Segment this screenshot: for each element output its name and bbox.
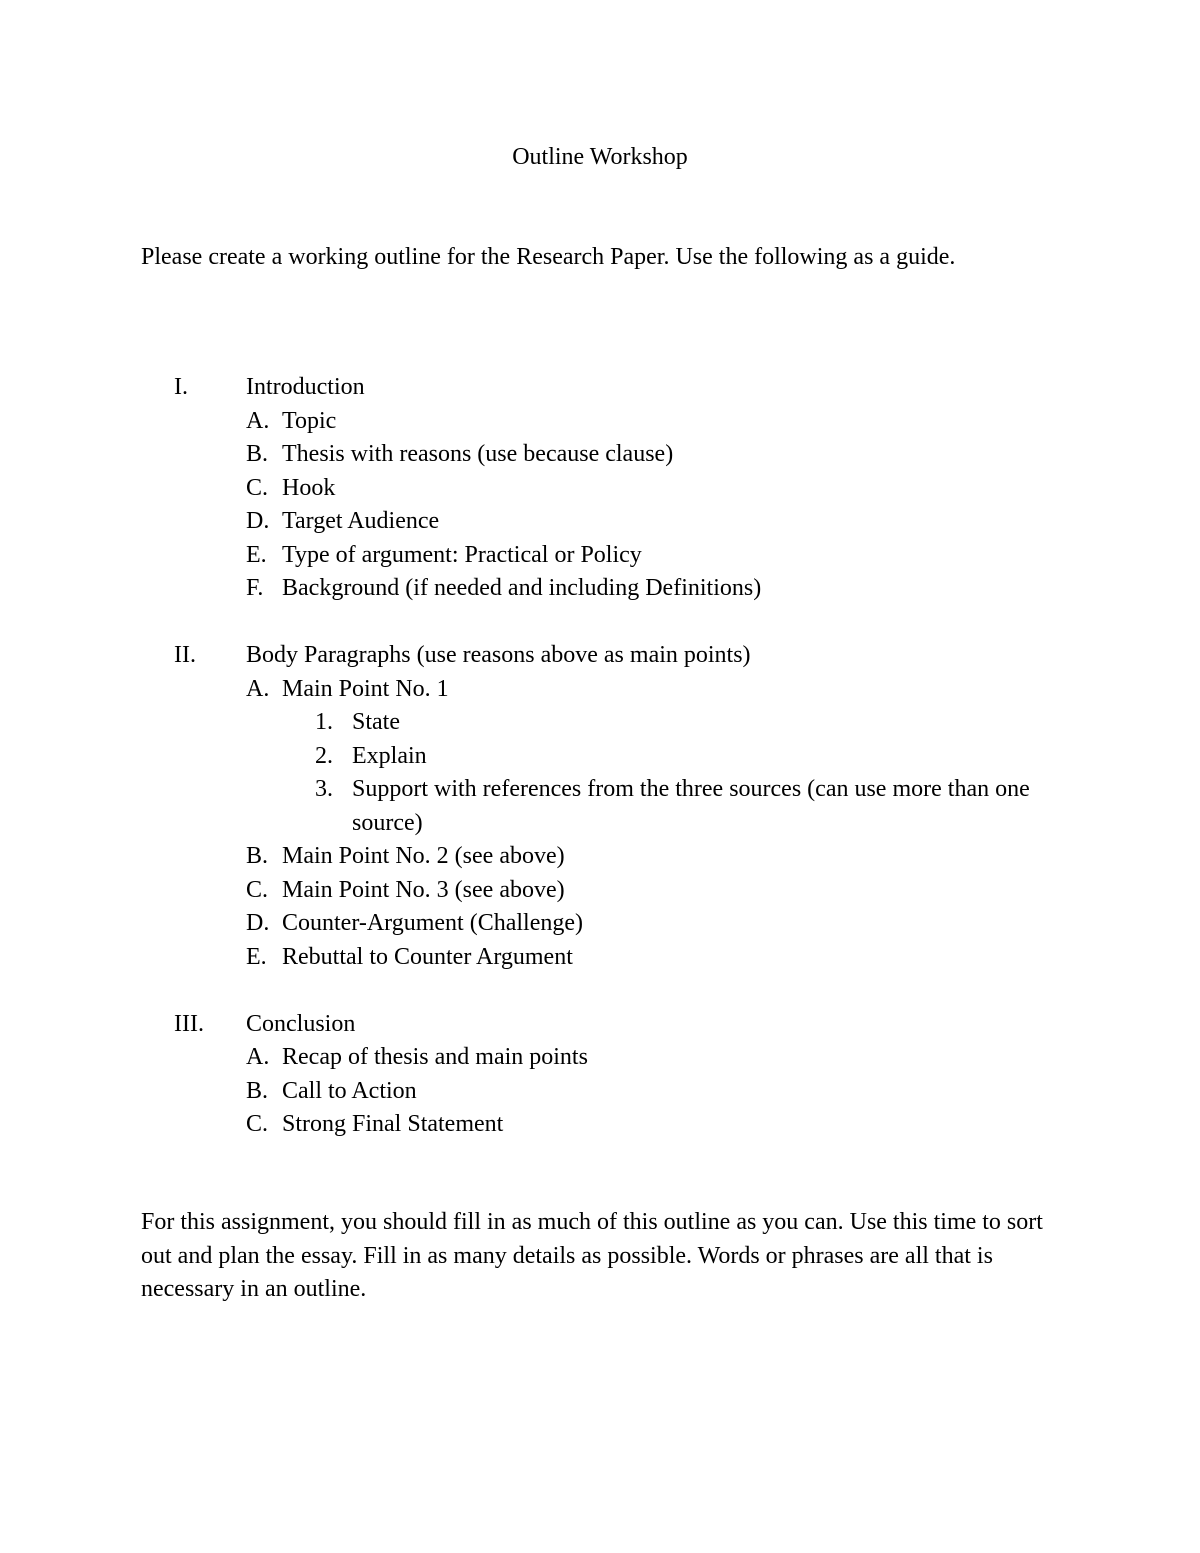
outline-item xyxy=(141,1041,1061,1075)
outline-item xyxy=(141,572,1061,606)
item-letter: B. xyxy=(246,1077,269,1104)
outline-subitem xyxy=(141,740,1061,774)
closing-paragraph: For this assignment, you should fill in as much of this outline as you can. Use this time to sort out and plan the essay. Fill in as many details as possible. Words or phrases are all that is necessary in an outline. xyxy=(141,1209,1043,1302)
item-text: Recap of thesis and main points xyxy=(282,1044,588,1070)
subitem-number: 1. xyxy=(315,709,333,735)
section-heading xyxy=(141,371,1061,405)
outline-section-introduction xyxy=(141,371,1061,606)
item-text: Main Point No. 2 (see above) xyxy=(282,843,565,869)
item-text: Thesis with reasons (use because clause) xyxy=(282,441,674,467)
item-letter: A. xyxy=(246,675,270,702)
subitem-text: Support with references from the three sources (can use more than one source) xyxy=(352,776,1030,836)
outline-item xyxy=(141,874,1061,908)
outline-subitem xyxy=(141,706,1061,740)
outline-item xyxy=(141,673,1061,707)
item-text: Counter-Argument (Challenge) xyxy=(282,910,583,936)
intro-paragraph: Please create a working outline for the Research Paper. Use the following as a guide. xyxy=(141,244,956,270)
item-letter: E. xyxy=(246,943,267,970)
item-text: Main Point No. 3 (see above) xyxy=(282,876,565,903)
item-letter: C. xyxy=(246,474,269,501)
outline-item xyxy=(141,840,1061,874)
outline-item xyxy=(141,539,1061,573)
subitem-number: 3. xyxy=(315,776,333,802)
item-letter: D. xyxy=(246,910,270,936)
outline-section-conclusion xyxy=(141,1008,1061,1142)
outline-item xyxy=(141,405,1061,439)
subitem-number: 2. xyxy=(315,742,333,769)
subitem-text: Explain xyxy=(352,742,427,769)
section-title: Body Paragraphs (use reasons above as main points) xyxy=(246,642,751,668)
item-letter: E. xyxy=(246,541,267,568)
outline-item xyxy=(141,438,1061,472)
item-letter: D. xyxy=(246,508,270,534)
item-text: Strong Final Statement xyxy=(282,1111,504,1137)
section-title: Introduction xyxy=(246,374,365,400)
outline-section-body xyxy=(141,639,1061,974)
item-text: Rebuttal to Counter Argument xyxy=(282,943,573,970)
section-heading xyxy=(141,639,1061,673)
section-numeral: II. xyxy=(174,642,196,668)
item-letter: F. xyxy=(246,575,264,601)
outline-list xyxy=(141,371,1061,1175)
item-letter: C. xyxy=(246,1111,269,1137)
subitem-text: State xyxy=(352,709,400,735)
page-title: Outline Workshop xyxy=(512,144,688,170)
item-letter: A. xyxy=(246,407,270,434)
outline-item xyxy=(141,1075,1061,1109)
outline-subitem xyxy=(141,773,1061,840)
outline-item xyxy=(141,505,1061,539)
item-text: Hook xyxy=(282,474,336,501)
outline-item xyxy=(141,1108,1061,1142)
section-title: Conclusion xyxy=(246,1010,356,1037)
item-letter: A. xyxy=(246,1044,270,1070)
section-numeral: I. xyxy=(174,374,188,400)
item-letter: C. xyxy=(246,876,269,903)
item-text: Type of argument: Practical or Policy xyxy=(282,541,642,568)
section-heading xyxy=(141,1008,1061,1042)
item-text: Call to Action xyxy=(282,1077,417,1104)
outline-item xyxy=(141,907,1061,941)
outline-item xyxy=(141,941,1061,975)
item-letter: B. xyxy=(246,843,269,869)
outline-item xyxy=(141,472,1061,506)
item-text: Topic xyxy=(282,407,337,434)
item-text: Target Audience xyxy=(282,508,440,534)
item-letter: B. xyxy=(246,441,269,467)
section-numeral: III. xyxy=(174,1010,204,1037)
item-text: Main Point No. 1 xyxy=(282,675,449,702)
item-text: Background (if needed and including Definitions) xyxy=(282,575,762,601)
